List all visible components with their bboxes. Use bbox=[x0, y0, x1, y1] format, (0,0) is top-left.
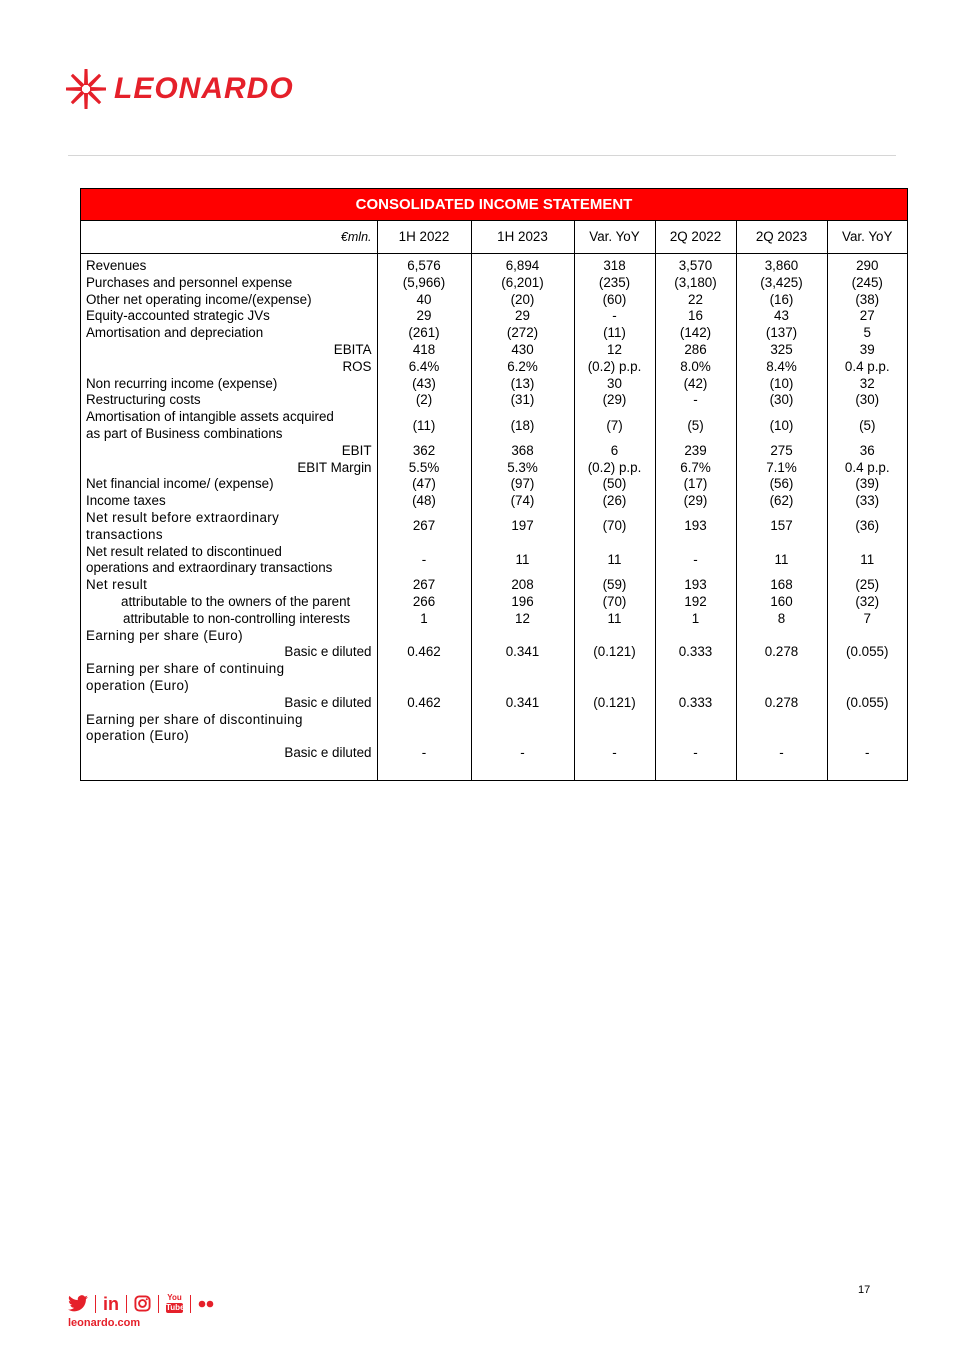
row-label bbox=[81, 661, 377, 695]
value-cell: (272) bbox=[471, 325, 574, 342]
statement-body bbox=[81, 254, 907, 780]
value-cell: (97) bbox=[471, 476, 574, 493]
instagram-icon[interactable] bbox=[134, 1295, 151, 1312]
header-row bbox=[81, 221, 907, 254]
column-header: Var. YoY bbox=[827, 221, 907, 254]
value-cell: 11 bbox=[574, 544, 655, 578]
value-cell: (30) bbox=[827, 392, 907, 409]
value-cell bbox=[736, 628, 827, 645]
value-cell: 0.333 bbox=[655, 695, 736, 712]
value-cell: (30) bbox=[736, 392, 827, 409]
value-cell bbox=[655, 661, 736, 695]
row-label-text: operation (Euro) bbox=[86, 677, 190, 693]
row-label-text: Income taxes bbox=[86, 493, 166, 509]
value-cell: (38) bbox=[827, 292, 907, 309]
youtube-label-top: You bbox=[167, 1293, 182, 1302]
table-row bbox=[81, 644, 907, 661]
value-cell bbox=[574, 712, 655, 746]
value-cell: (56) bbox=[736, 476, 827, 493]
value-cell: (11) bbox=[574, 325, 655, 342]
value-cell: (7) bbox=[574, 409, 655, 443]
row-label bbox=[81, 443, 377, 460]
row-label-text: Equity-accounted strategic JVs bbox=[86, 308, 270, 324]
value-cell: 1 bbox=[655, 611, 736, 628]
value-cell: 6.4% bbox=[377, 359, 471, 376]
table-row bbox=[81, 359, 907, 376]
value-cell: 3,860 bbox=[736, 254, 827, 275]
value-cell: (6,201) bbox=[471, 275, 574, 292]
value-cell: 36 bbox=[827, 443, 907, 460]
row-label-text: Other net operating income/(expense) bbox=[86, 291, 312, 307]
divider bbox=[95, 1295, 96, 1313]
value-cell: 192 bbox=[655, 594, 736, 611]
value-cell: (17) bbox=[655, 476, 736, 493]
row-label-text: as part of Business combinations bbox=[86, 425, 283, 441]
row-label-text: Earning per share of discontinuing bbox=[86, 711, 303, 727]
table-row bbox=[81, 577, 907, 594]
value-cell: (60) bbox=[574, 292, 655, 309]
value-cell bbox=[471, 628, 574, 645]
value-cell: (42) bbox=[655, 376, 736, 393]
value-cell: 286 bbox=[655, 342, 736, 359]
row-label-text: operations and extraordinary transactions bbox=[86, 560, 333, 576]
leonardo-star-icon bbox=[66, 67, 106, 111]
value-cell: (5) bbox=[655, 409, 736, 443]
row-label bbox=[81, 292, 377, 309]
value-cell bbox=[655, 628, 736, 645]
value-cell: (137) bbox=[736, 325, 827, 342]
value-cell: (32) bbox=[827, 594, 907, 611]
value-cell: (13) bbox=[471, 376, 574, 393]
value-cell: 267 bbox=[377, 510, 471, 544]
value-cell: 0.462 bbox=[377, 695, 471, 712]
website-link[interactable]: leonardo.com bbox=[68, 1317, 141, 1329]
value-cell: 5.5% bbox=[377, 460, 471, 477]
value-cell: (0.121) bbox=[574, 644, 655, 661]
value-cell: 0.462 bbox=[377, 644, 471, 661]
value-cell bbox=[827, 712, 907, 746]
row-label bbox=[81, 510, 377, 544]
row-label-text: Amortisation of intangible assets acquired bbox=[86, 409, 334, 425]
value-cell: 30 bbox=[574, 376, 655, 393]
youtube-label-bottom: Tube bbox=[166, 1303, 185, 1312]
table-row bbox=[81, 376, 907, 393]
row-label bbox=[81, 376, 377, 393]
value-cell: 8.4% bbox=[736, 359, 827, 376]
row-label-text: ROS bbox=[342, 358, 372, 374]
row-label-text: Amortisation and depreciation bbox=[86, 325, 264, 341]
income-statement bbox=[80, 188, 908, 781]
row-label-text: Net financial income/ (expense) bbox=[86, 476, 274, 492]
table-row bbox=[81, 275, 907, 292]
value-cell: 8.0% bbox=[655, 359, 736, 376]
row-label bbox=[81, 275, 377, 292]
row-label bbox=[81, 254, 377, 275]
column-header: 2Q 2023 bbox=[736, 221, 827, 254]
row-label-text: Net result related to discontinued bbox=[86, 543, 282, 559]
value-cell: 0.278 bbox=[736, 695, 827, 712]
value-cell: 197 bbox=[471, 510, 574, 544]
value-cell: 12 bbox=[574, 342, 655, 359]
row-label bbox=[81, 325, 377, 342]
value-cell: (26) bbox=[574, 493, 655, 510]
row-label-text: Purchases and personnel expense bbox=[86, 274, 293, 290]
value-cell bbox=[736, 661, 827, 695]
value-cell: 325 bbox=[736, 342, 827, 359]
table-row bbox=[81, 476, 907, 493]
row-label-text: Revenues bbox=[86, 258, 147, 273]
row-label-text: transactions bbox=[86, 526, 163, 542]
table-row bbox=[81, 392, 907, 409]
social-links bbox=[68, 1294, 214, 1313]
table-row bbox=[81, 409, 907, 443]
value-cell: 157 bbox=[736, 510, 827, 544]
value-cell: (62) bbox=[736, 493, 827, 510]
row-label-text: EBIT Margin bbox=[297, 459, 372, 475]
value-cell: (245) bbox=[827, 275, 907, 292]
value-cell bbox=[471, 712, 574, 746]
value-cell: (261) bbox=[377, 325, 471, 342]
value-cell: 16 bbox=[655, 308, 736, 325]
value-cell: (25) bbox=[827, 577, 907, 594]
value-cell: 6.7% bbox=[655, 460, 736, 477]
value-cell bbox=[471, 661, 574, 695]
table-row bbox=[81, 443, 907, 460]
table-row bbox=[81, 308, 907, 325]
row-label bbox=[81, 644, 377, 661]
value-cell: 266 bbox=[377, 594, 471, 611]
row-label-text: Net result before extraordinary bbox=[86, 509, 280, 525]
leonardo-logo bbox=[66, 66, 294, 112]
value-cell: - bbox=[574, 745, 655, 780]
row-label bbox=[81, 342, 377, 359]
value-cell: 0.278 bbox=[736, 644, 827, 661]
value-cell: 6.2% bbox=[471, 359, 574, 376]
value-cell: 418 bbox=[377, 342, 471, 359]
value-cell: 193 bbox=[655, 577, 736, 594]
table-row bbox=[81, 292, 907, 309]
table-row bbox=[81, 510, 907, 544]
value-cell: (235) bbox=[574, 275, 655, 292]
value-cell: 43 bbox=[736, 308, 827, 325]
value-cell: 39 bbox=[827, 342, 907, 359]
value-cell: 27 bbox=[827, 308, 907, 325]
value-cell: 11 bbox=[827, 544, 907, 578]
value-cell: 193 bbox=[655, 510, 736, 544]
page-number: 17 bbox=[858, 1284, 871, 1296]
brand-name: LEONARDO bbox=[114, 72, 294, 105]
value-cell: 368 bbox=[471, 443, 574, 460]
value-cell: 267 bbox=[377, 577, 471, 594]
youtube-icon[interactable] bbox=[166, 1294, 183, 1313]
value-cell bbox=[736, 712, 827, 746]
value-cell: (59) bbox=[574, 577, 655, 594]
table-row bbox=[81, 594, 907, 611]
value-cell: 3,570 bbox=[655, 254, 736, 275]
value-cell bbox=[377, 712, 471, 746]
value-cell: (142) bbox=[655, 325, 736, 342]
value-cell: - bbox=[827, 745, 907, 780]
value-cell: 362 bbox=[377, 443, 471, 460]
value-cell: 11 bbox=[736, 544, 827, 578]
row-label-text: Earning per share of continuing bbox=[86, 661, 285, 677]
statement-title: CONSOLIDATED INCOME STATEMENT bbox=[81, 189, 907, 221]
value-cell: 0.341 bbox=[471, 644, 574, 661]
value-cell: (20) bbox=[471, 292, 574, 309]
column-header: Var. YoY bbox=[574, 221, 655, 254]
row-label bbox=[81, 611, 377, 628]
value-cell: - bbox=[574, 308, 655, 325]
value-cell: - bbox=[377, 745, 471, 780]
value-cell: (3,180) bbox=[655, 275, 736, 292]
column-header: 2Q 2022 bbox=[655, 221, 736, 254]
value-cell: (10) bbox=[736, 376, 827, 393]
value-cell: - bbox=[377, 544, 471, 578]
value-cell: - bbox=[471, 745, 574, 780]
row-label bbox=[81, 359, 377, 376]
row-label-text: EBITA bbox=[333, 341, 372, 357]
value-cell: - bbox=[655, 392, 736, 409]
row-label-text: attributable to non-controlling interests bbox=[123, 610, 351, 626]
table-row bbox=[81, 712, 907, 746]
value-cell: 168 bbox=[736, 577, 827, 594]
table-row bbox=[81, 254, 907, 275]
value-cell bbox=[827, 628, 907, 645]
value-cell: 11 bbox=[471, 544, 574, 578]
value-cell: (74) bbox=[471, 493, 574, 510]
row-label-text: attributable to the owners of the parent bbox=[121, 593, 351, 609]
divider bbox=[190, 1295, 191, 1313]
value-cell: (0.055) bbox=[827, 644, 907, 661]
table-row bbox=[81, 628, 907, 645]
value-cell: 11 bbox=[574, 611, 655, 628]
row-label-text: operation (Euro) bbox=[86, 728, 190, 744]
twitter-icon[interactable] bbox=[68, 1295, 88, 1312]
value-cell: (43) bbox=[377, 376, 471, 393]
row-label-text: Basic e diluted bbox=[284, 644, 372, 660]
row-label bbox=[81, 476, 377, 493]
value-cell: (16) bbox=[736, 292, 827, 309]
table-row bbox=[81, 325, 907, 342]
value-cell: 239 bbox=[655, 443, 736, 460]
column-header: 1H 2022 bbox=[377, 221, 471, 254]
table-row bbox=[81, 745, 907, 780]
table-row bbox=[81, 695, 907, 712]
value-cell: 40 bbox=[377, 292, 471, 309]
value-cell bbox=[574, 628, 655, 645]
flickr-icon[interactable] bbox=[198, 1300, 214, 1308]
row-label bbox=[81, 544, 377, 578]
unit-label: €mln. bbox=[81, 221, 377, 254]
value-cell bbox=[377, 661, 471, 695]
value-cell: (29) bbox=[574, 392, 655, 409]
row-label-text: Non recurring income (expense) bbox=[86, 375, 278, 391]
value-cell bbox=[655, 712, 736, 746]
value-cell: 6,576 bbox=[377, 254, 471, 275]
row-label bbox=[81, 712, 377, 746]
divider bbox=[158, 1295, 159, 1313]
row-label bbox=[81, 628, 377, 645]
value-cell: 290 bbox=[827, 254, 907, 275]
value-cell: (0.2) p.p. bbox=[574, 359, 655, 376]
value-cell: 0.4 p.p. bbox=[827, 460, 907, 477]
divider bbox=[126, 1295, 127, 1313]
value-cell bbox=[827, 661, 907, 695]
row-label-text: Earning per share (Euro) bbox=[86, 627, 243, 643]
row-label bbox=[81, 409, 377, 443]
row-label-text: EBIT bbox=[341, 442, 372, 458]
value-cell: (39) bbox=[827, 476, 907, 493]
value-cell: 5 bbox=[827, 325, 907, 342]
value-cell: 7 bbox=[827, 611, 907, 628]
value-cell: (29) bbox=[655, 493, 736, 510]
value-cell: 12 bbox=[471, 611, 574, 628]
row-label-text: Restructuring costs bbox=[86, 392, 201, 408]
row-label-text: Basic e diluted bbox=[284, 694, 372, 710]
table-row bbox=[81, 611, 907, 628]
value-cell: (3,425) bbox=[736, 275, 827, 292]
table-row bbox=[81, 493, 907, 510]
row-label bbox=[81, 308, 377, 325]
value-cell: (10) bbox=[736, 409, 827, 443]
row-label bbox=[81, 460, 377, 477]
value-cell: (47) bbox=[377, 476, 471, 493]
value-cell: 7.1% bbox=[736, 460, 827, 477]
value-cell: (2) bbox=[377, 392, 471, 409]
table-row bbox=[81, 661, 907, 695]
value-cell: (5,966) bbox=[377, 275, 471, 292]
value-cell: 32 bbox=[827, 376, 907, 393]
income-statement-table bbox=[81, 221, 907, 780]
value-cell: (70) bbox=[574, 510, 655, 544]
row-label bbox=[81, 577, 377, 594]
linkedin-icon[interactable]: in bbox=[103, 1293, 119, 1314]
value-cell: 0.4 p.p. bbox=[827, 359, 907, 376]
value-cell: 22 bbox=[655, 292, 736, 309]
value-cell: 6,894 bbox=[471, 254, 574, 275]
row-label bbox=[81, 392, 377, 409]
row-label bbox=[81, 745, 377, 780]
value-cell: 6 bbox=[574, 443, 655, 460]
header-divider bbox=[68, 155, 896, 156]
value-cell bbox=[574, 661, 655, 695]
value-cell: 29 bbox=[471, 308, 574, 325]
value-cell: 0.333 bbox=[655, 644, 736, 661]
value-cell bbox=[377, 628, 471, 645]
value-cell: 160 bbox=[736, 594, 827, 611]
value-cell: (5) bbox=[827, 409, 907, 443]
value-cell: 1 bbox=[377, 611, 471, 628]
value-cell: (33) bbox=[827, 493, 907, 510]
value-cell: (31) bbox=[471, 392, 574, 409]
value-cell: 208 bbox=[471, 577, 574, 594]
value-cell: (18) bbox=[471, 409, 574, 443]
value-cell: 275 bbox=[736, 443, 827, 460]
value-cell: 196 bbox=[471, 594, 574, 611]
value-cell: 430 bbox=[471, 342, 574, 359]
value-cell: (48) bbox=[377, 493, 471, 510]
value-cell: (36) bbox=[827, 510, 907, 544]
value-cell: (0.055) bbox=[827, 695, 907, 712]
row-label bbox=[81, 594, 377, 611]
value-cell: 0.341 bbox=[471, 695, 574, 712]
row-label bbox=[81, 695, 377, 712]
row-label-text: Basic e diluted bbox=[284, 745, 372, 761]
value-cell: - bbox=[655, 544, 736, 578]
table-row bbox=[81, 460, 907, 477]
value-cell: (11) bbox=[377, 409, 471, 443]
row-label bbox=[81, 493, 377, 510]
value-cell: - bbox=[655, 745, 736, 780]
value-cell: (50) bbox=[574, 476, 655, 493]
table-row bbox=[81, 342, 907, 359]
value-cell: 318 bbox=[574, 254, 655, 275]
table-row bbox=[81, 544, 907, 578]
column-header: 1H 2023 bbox=[471, 221, 574, 254]
value-cell: - bbox=[736, 745, 827, 780]
value-cell: (0.121) bbox=[574, 695, 655, 712]
value-cell: 8 bbox=[736, 611, 827, 628]
value-cell: 5.3% bbox=[471, 460, 574, 477]
row-label-text: Net result bbox=[86, 577, 148, 593]
value-cell: (0.2) p.p. bbox=[574, 460, 655, 477]
value-cell: 29 bbox=[377, 308, 471, 325]
value-cell: (70) bbox=[574, 594, 655, 611]
